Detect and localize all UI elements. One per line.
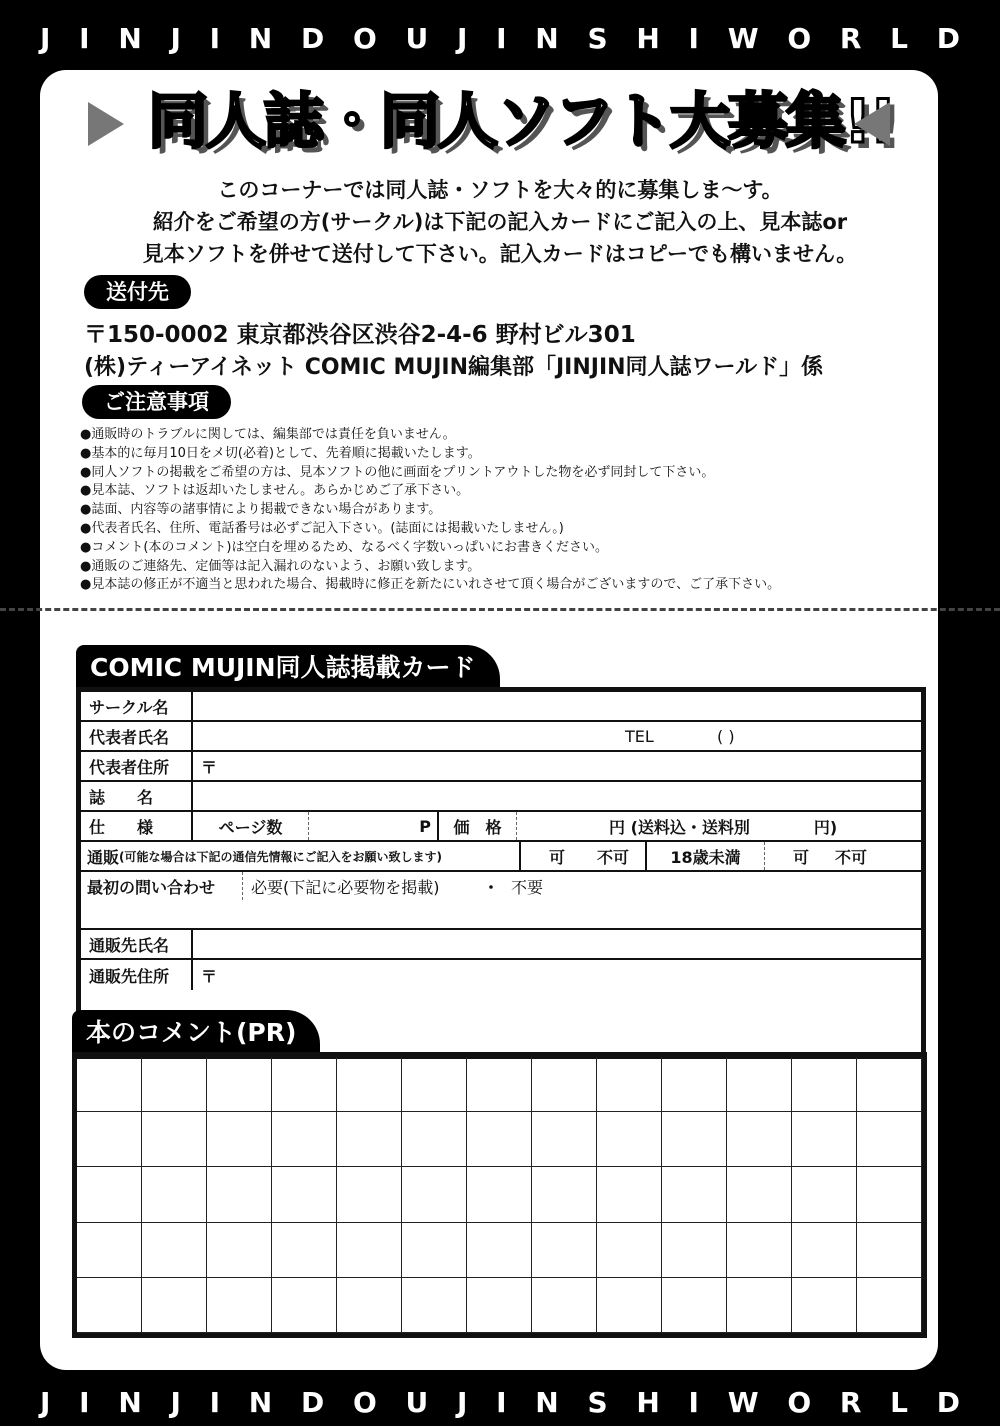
banner-letter: I (209, 1385, 221, 1419)
banner-letter: I (209, 21, 221, 55)
banner-letter: L (890, 21, 909, 55)
comment-grid-cell[interactable] (792, 1278, 857, 1333)
banner-letter: D (936, 21, 960, 55)
comment-grid-cell[interactable] (142, 1278, 207, 1333)
comment-title-tab: 本のコメント(PR) (72, 1010, 320, 1054)
note-item: ● 誌面、内容等の諸事情により掲載できない場合があります。 (80, 501, 900, 520)
comment-grid-box[interactable] (72, 1052, 927, 1338)
notes-list (80, 426, 900, 595)
page-count-label: ページ数 (193, 812, 309, 840)
address-line2: (株)ティーアイネット COMIC MUJIN編集部「JINJIN同人誌ワールド」係 (84, 355, 824, 380)
comment-grid-cell[interactable] (467, 1223, 532, 1278)
banner-letter: H (636, 1385, 660, 1419)
comment-grid-cell[interactable] (272, 1112, 337, 1167)
mail-order-no[interactable]: 不可 (597, 847, 630, 867)
banner-letter: S (587, 21, 608, 55)
mail-order-title: 通販 (87, 847, 120, 867)
banner-letter: N (535, 1385, 559, 1419)
comment-grid-cell[interactable] (662, 1057, 727, 1112)
banner-letter: O (352, 21, 377, 55)
row-circle-name (81, 692, 921, 722)
row-mail-order (81, 842, 921, 872)
comment-grid-cell[interactable] (727, 1278, 792, 1333)
main-panel (40, 70, 938, 1370)
rep-name-field[interactable] (195, 722, 615, 750)
banner-letter: O (787, 1385, 812, 1419)
comment-grid-cell[interactable] (207, 1223, 272, 1278)
row-first-inquiry (81, 872, 921, 930)
comment-grid-cell[interactable] (532, 1278, 597, 1333)
comment-grid-cell[interactable] (337, 1223, 402, 1278)
comment-grid-cell[interactable] (662, 1167, 727, 1222)
rep-name-label: 代表者氏名 (81, 722, 193, 750)
comment-grid-cell[interactable] (337, 1112, 402, 1167)
banner-letter: U (405, 21, 429, 55)
mail-order-label (81, 842, 521, 870)
banner-letter: S (587, 1385, 608, 1419)
comment-grid-cell[interactable] (337, 1278, 402, 1333)
first-inquiry-needed[interactable]: 必要(下記に必要物を掲載) (251, 877, 440, 897)
comment-grid-cell[interactable] (792, 1112, 857, 1167)
banner-letter: W (727, 21, 759, 55)
banner-letter: J (40, 21, 51, 55)
comment-grid-cell[interactable] (467, 1057, 532, 1112)
comment-grid-cell[interactable] (207, 1112, 272, 1167)
banner-letter: N (248, 21, 273, 55)
card-title-tab: COMIC MUJIN同人誌掲載カード (76, 645, 500, 689)
order-address-label: 通販先住所 (81, 960, 193, 990)
banner-letter: D (300, 21, 325, 55)
price-label: 価 格 (439, 812, 517, 840)
comment-grid-cell[interactable] (77, 1112, 142, 1167)
banner-letter: I (79, 21, 90, 55)
comment-grid-cell[interactable] (467, 1278, 532, 1333)
age-no[interactable]: 不可 (835, 847, 868, 867)
banner-letter: H (636, 21, 660, 55)
comment-grid-cell[interactable] (467, 1112, 532, 1167)
note-item: ● 見本誌、ソフトは返却いたしません。あらかじめご了承下さい。 (80, 482, 900, 501)
banner-letter: W (727, 1385, 759, 1419)
row-order-name (81, 930, 921, 960)
comment-grid-cell[interactable] (532, 1112, 597, 1167)
banner-letter: I (688, 1385, 699, 1419)
comment-grid-cell[interactable] (142, 1057, 207, 1112)
comment-grid-cell[interactable] (467, 1167, 532, 1222)
comment-grid-cell[interactable] (272, 1057, 337, 1112)
note-item: ● 通販のご連絡先、定価等は記入漏れのないよう、お願い致します。 (80, 558, 900, 577)
spec-label: 仕 様 (81, 812, 193, 840)
banner-letter: R (839, 1385, 862, 1419)
comment-grid-cell[interactable] (337, 1057, 402, 1112)
order-address-field[interactable]: 〒 (201, 966, 218, 986)
cut-line (0, 608, 1000, 611)
comment-grid-cell[interactable] (402, 1112, 467, 1167)
comment-grid-cell[interactable] (662, 1112, 727, 1167)
comment-grid-cell[interactable] (532, 1167, 597, 1222)
right-arrow-icon (854, 102, 890, 146)
note-item: ● 代表者氏名、住所、電話番号は必ずご記入下さい。(誌面には掲載いたしません。) (80, 520, 900, 539)
comment-grid-cell[interactable] (337, 1167, 402, 1222)
banner-letter: N (118, 21, 142, 55)
comment-grid-cell[interactable] (207, 1167, 272, 1222)
banner-letter: I (496, 1385, 507, 1419)
banner-letter: I (79, 1385, 90, 1419)
row-rep-name (81, 722, 921, 752)
comment-grid-cell[interactable] (272, 1223, 337, 1278)
comment-grid-cell[interactable] (597, 1057, 662, 1112)
banner-letter: N (118, 1385, 142, 1419)
banner-letter: O (787, 21, 812, 55)
comment-grid-cell[interactable] (597, 1223, 662, 1278)
comment-grid-cell[interactable] (857, 1057, 922, 1112)
banner-letter: N (248, 1385, 273, 1419)
magazine-name-label: 誌 名 (81, 782, 193, 810)
tel-field[interactable]: ( ) (717, 726, 735, 746)
comment-grid-cell[interactable] (77, 1167, 142, 1222)
comment-grid-cell[interactable] (142, 1223, 207, 1278)
bottom-banner (0, 1378, 1000, 1426)
banner-letter: J (170, 21, 181, 55)
circle-name-label: サークル名 (81, 692, 193, 720)
comment-grid-cell[interactable] (857, 1112, 922, 1167)
comment-grid-cell[interactable] (792, 1167, 857, 1222)
price-field[interactable]: 円 (送料込・送料別 円) (609, 817, 838, 837)
comment-grid-cell[interactable] (402, 1167, 467, 1222)
comment-grid-cell[interactable] (402, 1223, 467, 1278)
comment-grid-cell[interactable] (727, 1112, 792, 1167)
mail-order-note: (可能な場合は下記の通信先情報にご記入をお願い致します) (119, 849, 442, 864)
note-item: ● 見本誌の修正が不適当と思われた場合、掲載時に修正を新たにいれさせて頂く場合がございますので、ご了承下さい。 (80, 576, 900, 595)
comment-grid-cell[interactable] (597, 1112, 662, 1167)
banner-letter: I (496, 21, 507, 55)
notes-label: ご注意事項 (82, 385, 231, 419)
age-yes[interactable]: 可 (793, 847, 810, 867)
comment-grid (77, 1057, 922, 1333)
comment-grid-cell[interactable] (77, 1223, 142, 1278)
age-label: 18歳未満 (645, 842, 765, 870)
magazine-name-field[interactable] (195, 782, 921, 810)
banner-letter: J (456, 1385, 468, 1419)
banner-letter: N (535, 21, 559, 55)
comment-grid-cell[interactable] (207, 1057, 272, 1112)
banner-letter: O (352, 1385, 377, 1419)
rep-address-field[interactable]: 〒 (201, 757, 218, 777)
comment-grid-cell[interactable] (402, 1057, 467, 1112)
intro-line: このコーナーでは同人誌・ソフトを大々的に募集しま〜す。 (217, 178, 783, 202)
note-item: ● 同人ソフトの掲載をご希望の方は、見本ソフトの他に画面をプリントアウトした物を必ず同封して下さい。 (80, 464, 900, 483)
comment-grid-cell[interactable] (792, 1057, 857, 1112)
note-item: ● 通販時のトラブルに関しては、編集部では責任を負いません。 (80, 426, 900, 445)
comment-grid-cell[interactable] (857, 1167, 922, 1222)
mail-order-yes[interactable]: 可 (549, 847, 566, 867)
address-line1: 〒150-0002 東京都渋谷区渋谷2-4-6 野村ビル301 (84, 322, 636, 348)
comment-grid-cell[interactable] (727, 1223, 792, 1278)
intro-line: 紹介をご希望の方(サークル)は下記の記入カードにご記入の上、見本誌or (152, 210, 848, 234)
banner-letter: J (170, 1385, 181, 1419)
first-inquiry-not-needed[interactable]: 不要 (511, 877, 544, 897)
comment-grid-cell[interactable] (77, 1057, 142, 1112)
comment-grid-cell[interactable] (857, 1223, 922, 1278)
order-name-field[interactable] (195, 930, 921, 958)
banner-letter: R (839, 21, 862, 55)
note-item: ● コメント(本のコメント)は空白を埋めるため、なるべく字数いっぱいにお書きください。 (80, 539, 900, 558)
comment-grid-cell[interactable] (662, 1223, 727, 1278)
banner-letter: D (936, 1385, 960, 1419)
comment-grid-cell[interactable] (857, 1278, 922, 1333)
send-to-label: 送付先 (84, 275, 191, 309)
comment-grid-cell[interactable] (792, 1223, 857, 1278)
row-order-address (81, 960, 921, 990)
banner-letter: U (405, 1385, 429, 1419)
page-title: 同人誌・同人ソフト大募集!! (148, 87, 895, 157)
first-inquiry-label: 最初の問い合わせ (81, 872, 243, 900)
circle-name-field[interactable] (195, 692, 921, 720)
banner-letter: I (688, 21, 699, 55)
comment-grid-cell[interactable] (142, 1112, 207, 1167)
comment-grid-cell[interactable] (727, 1057, 792, 1112)
entry-card (76, 687, 926, 1059)
intro-text (120, 174, 880, 270)
comment-grid-cell[interactable] (77, 1278, 142, 1333)
intro-line: 見本ソフトを併せて送付して下さい。記入カードはコピーでも構いません。 (142, 242, 858, 266)
banner-letter: J (456, 21, 468, 55)
banner-letter: D (300, 1385, 325, 1419)
comment-grid-cell[interactable] (662, 1278, 727, 1333)
comment-grid-cell[interactable] (402, 1278, 467, 1333)
row-spec (81, 812, 921, 842)
comment-grid-cell[interactable] (532, 1057, 597, 1112)
comment-grid-cell[interactable] (597, 1278, 662, 1333)
comment-grid-cell[interactable] (597, 1167, 662, 1222)
first-inquiry-dot: ・ (483, 877, 500, 897)
note-item: ● 基本的に毎月10日をメ切(必着)として、先着順に掲載いたします。 (80, 445, 900, 464)
banner-letter: J (40, 1385, 51, 1419)
row-rep-address (81, 752, 921, 782)
comment-grid-cell[interactable] (142, 1167, 207, 1222)
comment-grid-cell[interactable] (727, 1167, 792, 1222)
rep-address-label: 代表者住所 (81, 752, 193, 780)
page-count-field[interactable]: P (309, 812, 439, 840)
comment-grid-cell[interactable] (207, 1278, 272, 1333)
comment-grid-cell[interactable] (272, 1167, 337, 1222)
left-arrow-icon (88, 102, 124, 146)
comment-grid-cell[interactable] (532, 1223, 597, 1278)
top-banner (0, 14, 1000, 62)
row-magazine-name (81, 782, 921, 812)
tel-label: TEL (625, 726, 654, 746)
order-name-label: 通販先氏名 (81, 930, 193, 958)
banner-letter: L (890, 1385, 909, 1419)
comment-grid-cell[interactable] (272, 1278, 337, 1333)
